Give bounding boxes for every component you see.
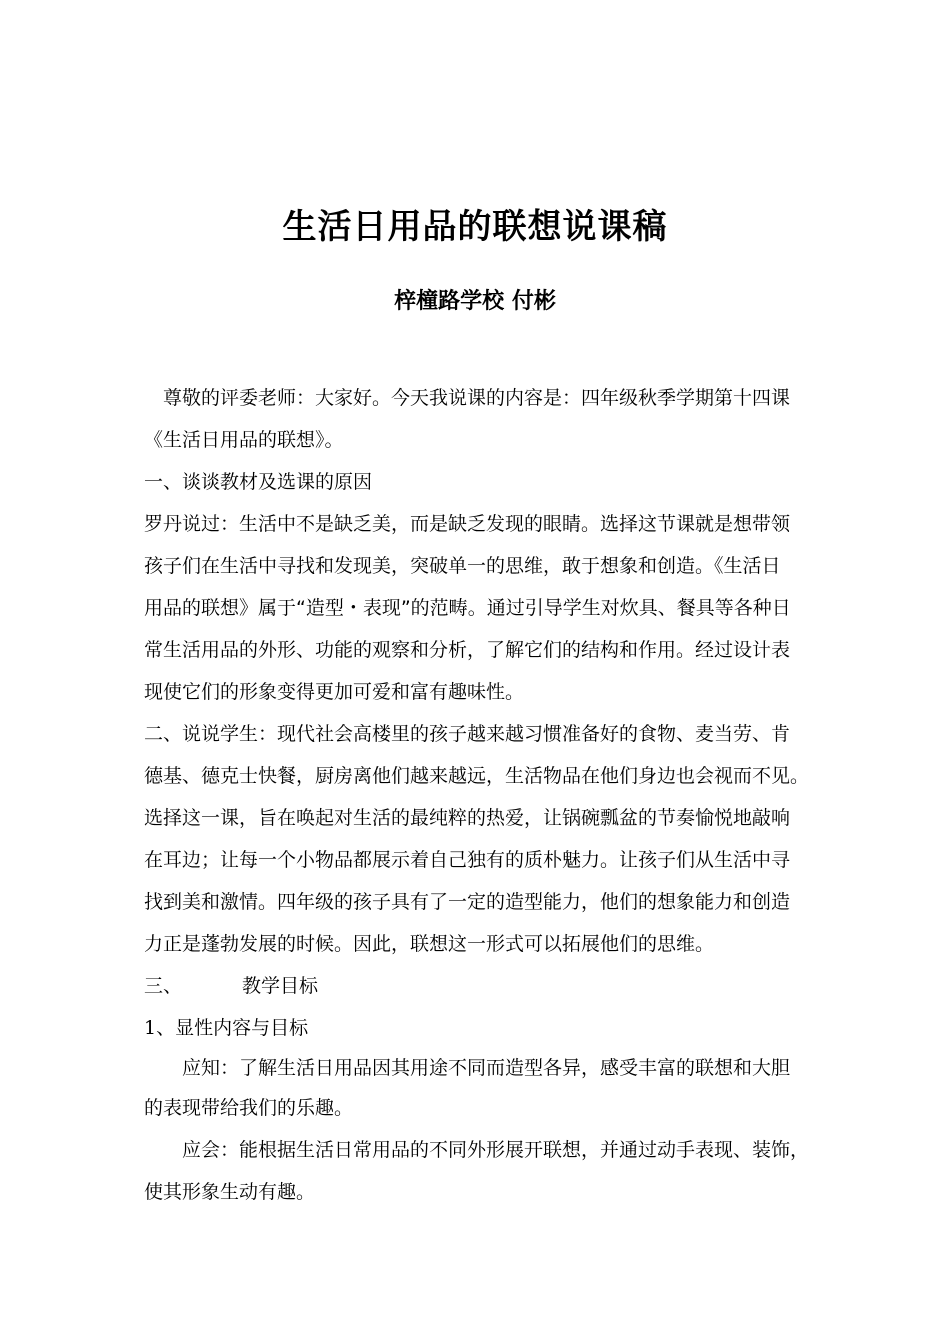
paragraph-line: 现使它们的形象变得更加可爱和富有趣味性。	[144, 681, 525, 703]
document-author: 梓橦路学校 付彬	[394, 289, 556, 314]
subsection-heading	[144, 1014, 308, 1042]
paragraph-line: 应知：了解生活日用品因其用途不同而造型各异，感受丰富的联想和大胆	[182, 1057, 791, 1079]
paragraph-line: 力正是蓬勃发展的时候。因此，联想这一形式可以拓展他们的思维。	[144, 933, 715, 955]
paragraph-line: 常生活用品的外形、功能的观察和分析，了解它们的结构和作用。经过设计表	[144, 639, 791, 661]
paragraph-line: 使其形象生动有趣。	[144, 1181, 316, 1203]
section-heading-three	[144, 972, 318, 1000]
paragraph-line: 《生活日用品的联想》。	[144, 429, 344, 451]
paragraph-line: 找到美和激情。四年级的孩子具有了一定的造型能力，他们的想象能力和创造	[144, 891, 791, 913]
paragraph-line: 尊敬的评委老师：大家好。今天我说课的内容是：四年级秋季学期第十四课	[163, 387, 791, 409]
paragraph-line: 选择这一课，旨在唤起对生活的最纯粹的热爱，让锅碗瓢盆的节奏愉悦地敲响	[144, 807, 791, 829]
paragraph-line: 用品的联想》属于“造型・表现”的范畴。通过引导学生对炊具、餐具等各种日	[144, 597, 791, 619]
paragraph-line: 在耳边；让每一个小物品都展示着自己独有的质朴魅力。让孩子们从生活中寻	[144, 849, 791, 871]
document-title: 生活日用品的联想说课稿	[282, 207, 668, 247]
paragraph-line: 应会：能根据生活日常用品的不同外形展开联想，并通过动手表现、装饰，	[182, 1139, 810, 1161]
paragraph-line: 罗丹说过：生活中不是缺乏美，而是缺乏发现的眼睛。选择这节课就是想带领	[144, 513, 791, 535]
paragraph-line: 的表现带给我们的乐趣。	[144, 1097, 354, 1119]
section-heading: 一、谈谈教材及选课的原因	[144, 471, 373, 493]
paragraph-line: 孩子们在生活中寻找和发现美，突破单一的思维，敢于想象和创造。《生活日	[144, 555, 781, 577]
subsection-title: 、显性内容与目标	[156, 1017, 309, 1039]
section-title: 教学目标	[242, 975, 319, 997]
section-number: 三、	[144, 975, 183, 997]
subsection-number: 1	[144, 1017, 157, 1039]
section-heading: 二、说说学生：现代社会高楼里的孩子越来越习惯准备好的食物、麦当劳、肯	[144, 723, 791, 745]
paragraph-line: 德基、德克士快餐，厨房离他们越来越远，生活物品在他们身边也会视而不见。	[144, 765, 810, 787]
